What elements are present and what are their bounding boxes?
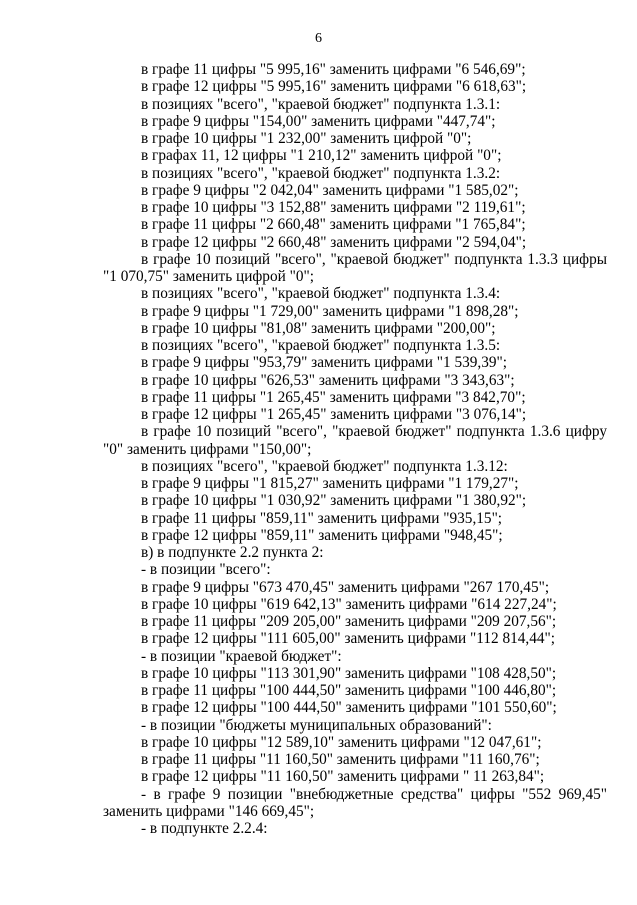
paragraph: в графе 12 цифры "5 995,16" заменить цифрами "6 618,63";: [141, 78, 527, 96]
paragraph: в графе 9 цифры "673 470,45" заменить цифрами "267 170,45";: [141, 578, 550, 596]
paragraph: в графе 12 цифры "859,11" заменить цифрами "948,45";: [141, 526, 503, 544]
paragraph: в графе 12 цифры "1 265,45" заменить цифрами "3 076,14";: [141, 406, 527, 423]
paragraph: в графе 10 цифры "3 152,88" заменить цифрами "2 119,61";: [141, 199, 526, 216]
paragraph: - в позиции "краевой бюджет":: [141, 647, 342, 665]
paragraph: в графе 10 цифры "12 589,10" заменить цифрами "12 047,61";: [141, 733, 542, 751]
paragraph: в графе 11 цифры "859,11" заменить цифрами "935,15";: [141, 509, 503, 527]
paragraph: в графе 9 цифры "1 729,00" заменить цифрами "1 898,28";: [141, 302, 519, 320]
paragraph: в позициях "всего", "краевой бюджет" подпункта 1.3.2:: [141, 164, 501, 182]
paragraph: в позициях "всего", "краевой бюджет" подпункта 1.3.1:: [141, 95, 501, 113]
paragraph: в графе 10 цифры "1 030,92" заменить цифрами "1 380,92";: [141, 492, 527, 510]
paragraph: в графе 11 цифры "100 444,50" заменить цифрами "100 446,80";: [141, 682, 557, 699]
paragraph: в графе 9 цифры "2 042,04" заменить цифрами "1 585,02";: [141, 181, 519, 199]
paragraph: в графе 9 цифры "154,00" заменить цифрами "447,74";: [141, 112, 496, 130]
paragraph: в позициях "всего", "краевой бюджет" подпункта 1.3.5:: [141, 337, 501, 354]
paragraph: в графе 11 цифры "5 995,16" заменить цифрами "6 546,69";: [141, 61, 526, 78]
paragraph: - в подпункте 2.2.4:: [141, 820, 268, 837]
paragraph: в графе 11 цифры "11 160,50" заменить цифрами "11 160,76";: [141, 751, 540, 768]
paragraph: - в графе 9 позиции "внебюджетные средства" цифры "552 969,45" заменить цифрами "146 669,45";: [103, 785, 607, 820]
paragraph: - в позиции "всего":: [141, 561, 271, 579]
paragraph: - в позиции "бюджеты муниципальных образований":: [141, 716, 492, 734]
paragraph: в графе 11 цифры "209 205,00" заменить цифрами "209 207,56";: [141, 613, 557, 630]
paragraph: в графе 12 цифры "11 160,50" заменить цифрами " 11 263,84";: [141, 768, 545, 786]
paragraph: в графе 12 цифры "100 444,50" заменить цифрами "101 550,60";: [141, 699, 557, 717]
paragraph: в графе 12 цифры "111 605,00" заменить цифрами "112 814,44";: [141, 630, 556, 648]
paragraph: в позициях "всего", "краевой бюджет" подпункта 1.3.4:: [141, 285, 501, 303]
paragraph: в графе 10 цифры "81,08" заменить цифрами "200,00";: [141, 319, 496, 337]
paragraph: в графе 10 цифры "619 642,13" заменить цифрами "614 227,24";: [141, 595, 557, 613]
paragraph: в графе 10 позиций "всего", "краевой бюджет" подпункта 1.3.3 цифры "1 070,75" заменить цифрой "0";: [103, 250, 607, 285]
paragraph: в графе 10 цифры "113 301,90" заменить цифрами "108 428,50";: [141, 664, 557, 682]
paragraph: в графах 11, 12 цифры "1 210,12" заменить цифрой "0";: [141, 147, 502, 165]
document-body: [103, 61, 607, 837]
paragraph: в графе 10 цифры "626,53" заменить цифрами "3 343,63";: [141, 371, 515, 389]
page-number: 6: [315, 31, 322, 46]
paragraph: в графе 11 цифры "1 265,45" заменить цифрами "3 842,70";: [141, 388, 526, 406]
paragraph: в графе 10 позиций "всего", "краевой бюджет" подпункта 1.3.6 цифру "0" заменить цифрами "150,00";: [103, 423, 607, 458]
paragraph: в) в подпункте 2.2 пункта 2:: [141, 544, 324, 561]
paragraph: в графе 10 цифры "1 232,00" заменить цифрой "0";: [141, 130, 472, 147]
paragraph: в графе 9 цифры "1 815,27" заменить цифрами "1 179,27";: [141, 475, 519, 492]
paragraph: в позициях "всего", "краевой бюджет" подпункта 1.3.12:: [141, 457, 508, 475]
paragraph: в графе 9 цифры "953,79" заменить цифрами "1 539,39";: [141, 354, 508, 372]
paragraph: в графе 11 цифры "2 660,48" заменить цифрами "1 765,84";: [141, 216, 526, 234]
paragraph: в графе 12 цифры "2 660,48" заменить цифрами "2 594,04";: [141, 233, 527, 251]
